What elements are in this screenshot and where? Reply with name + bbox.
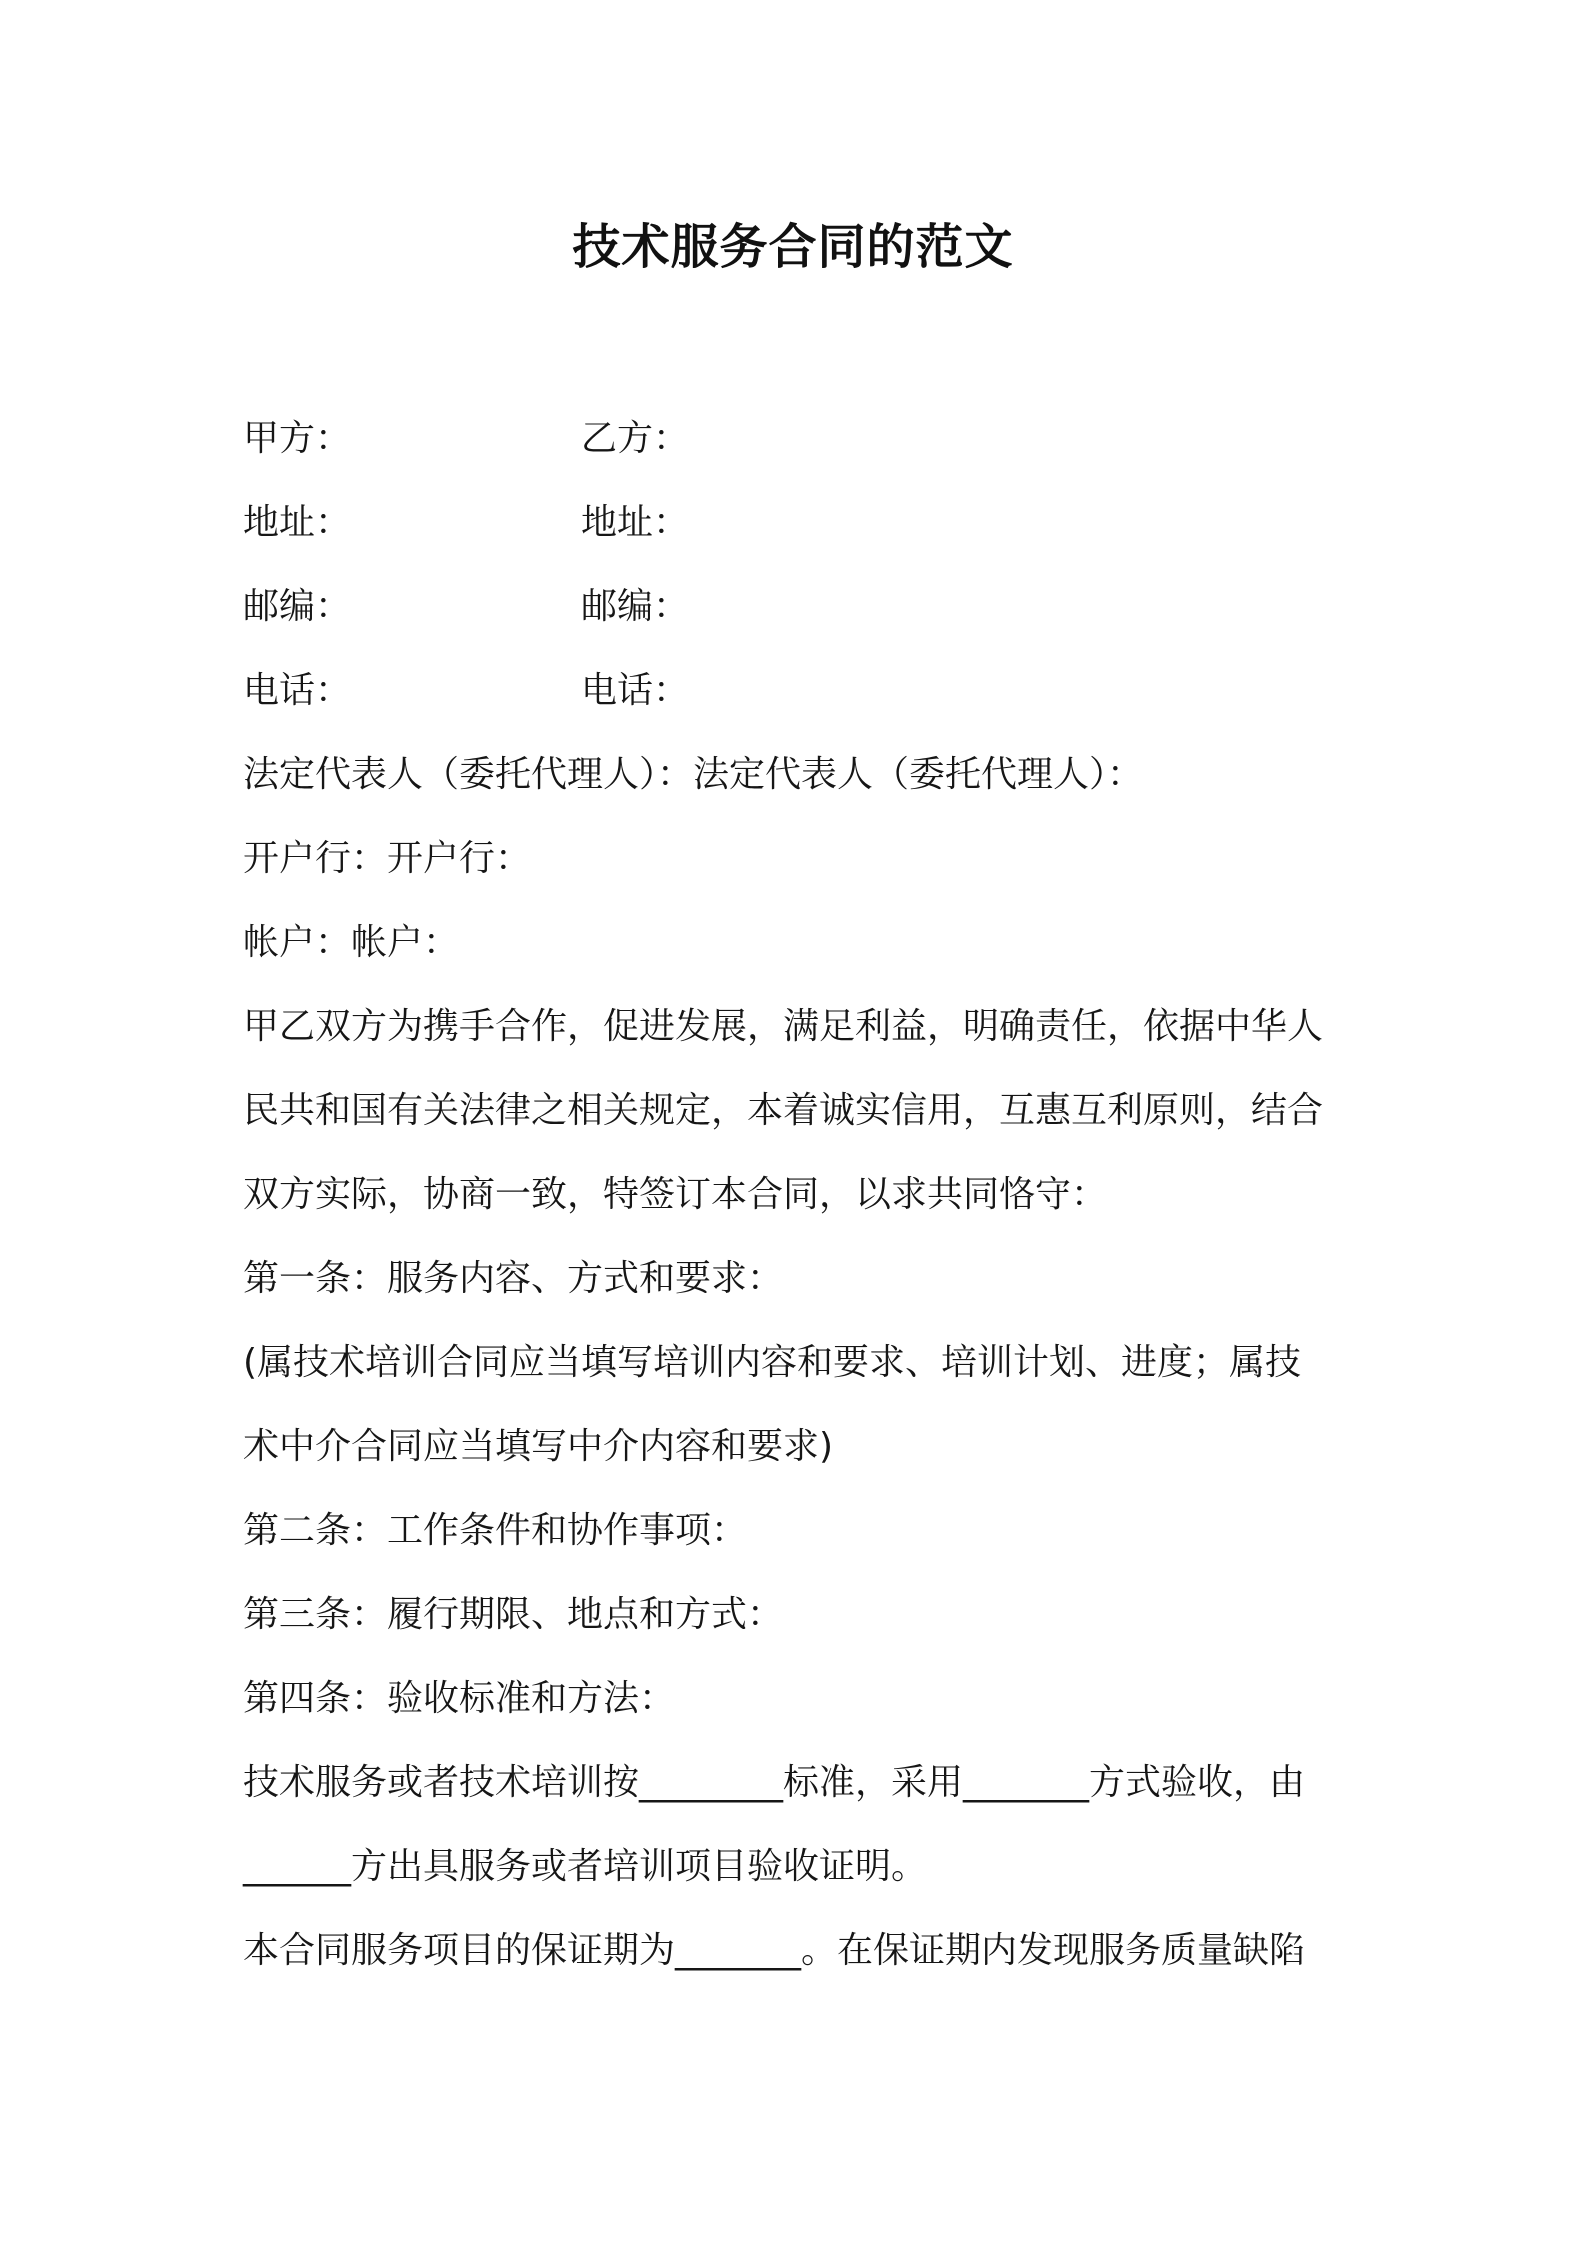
party-a-postcode-label: 邮编：: [243, 586, 352, 627]
acceptance-line-1: 技术服务或者技术培训按________标准，采用_______方式验收，由: [243, 1762, 1306, 1803]
article-2-heading: 第二条：工作条件和协作事项：: [243, 1510, 748, 1551]
document-title: 技术服务合同的范文: [572, 219, 1014, 275]
party-b-name-label: 乙方：: [581, 418, 690, 459]
party-a-address-label: 地址：: [243, 502, 352, 543]
party-row-name: [243, 413, 1354, 465]
party-a-phone-label: 电话：: [243, 670, 352, 711]
article-1-heading: 第一条：服务内容、方式和要求：: [243, 1258, 784, 1299]
party-row-phone: [243, 665, 1354, 717]
party-b-postcode-label: 邮编：: [581, 586, 690, 627]
account-line: 帐户：帐户：: [243, 922, 460, 963]
party-row-address: [243, 497, 1354, 549]
preamble-line-3: 双方实际，协商一致，特签订本合同，以求共同恪守：: [243, 1174, 1108, 1215]
party-b-address-label: 地址：: [581, 502, 690, 543]
article-1-note-line-2: 术中介合同应当填写中介内容和要求): [243, 1426, 834, 1467]
preamble-line-1: 甲乙双方为携手合作，促进发展，满足利益，明确责任，依据中华人: [243, 1006, 1324, 1047]
legal-representative-line: 法定代表人（委托代理人）：法定代表人（委托代理人）：: [243, 754, 1144, 795]
warranty-line: 本合同服务项目的保证期为_______。在保证期内发现服务质量缺陷: [243, 1930, 1306, 1971]
article-1-note-line-1: (属技术培训合同应当填写培训内容和要求、培训计划、进度；属技: [243, 1342, 1302, 1383]
preamble-line-2: 民共和国有关法律之相关规定，本着诚实信用，互惠互利原则，结合: [243, 1090, 1324, 1131]
bank-line: 开户行：开户行：: [243, 838, 532, 879]
party-a-name-label: 甲方：: [243, 418, 352, 459]
party-b-phone-label: 电话：: [581, 670, 690, 711]
article-4-heading: 第四条：验收标准和方法：: [243, 1678, 676, 1719]
article-3-heading: 第三条：履行期限、地点和方式：: [243, 1594, 784, 1635]
party-row-postcode: [243, 581, 1354, 633]
acceptance-line-2: ______方出具服务或者培训项目验收证明。: [243, 1846, 928, 1887]
